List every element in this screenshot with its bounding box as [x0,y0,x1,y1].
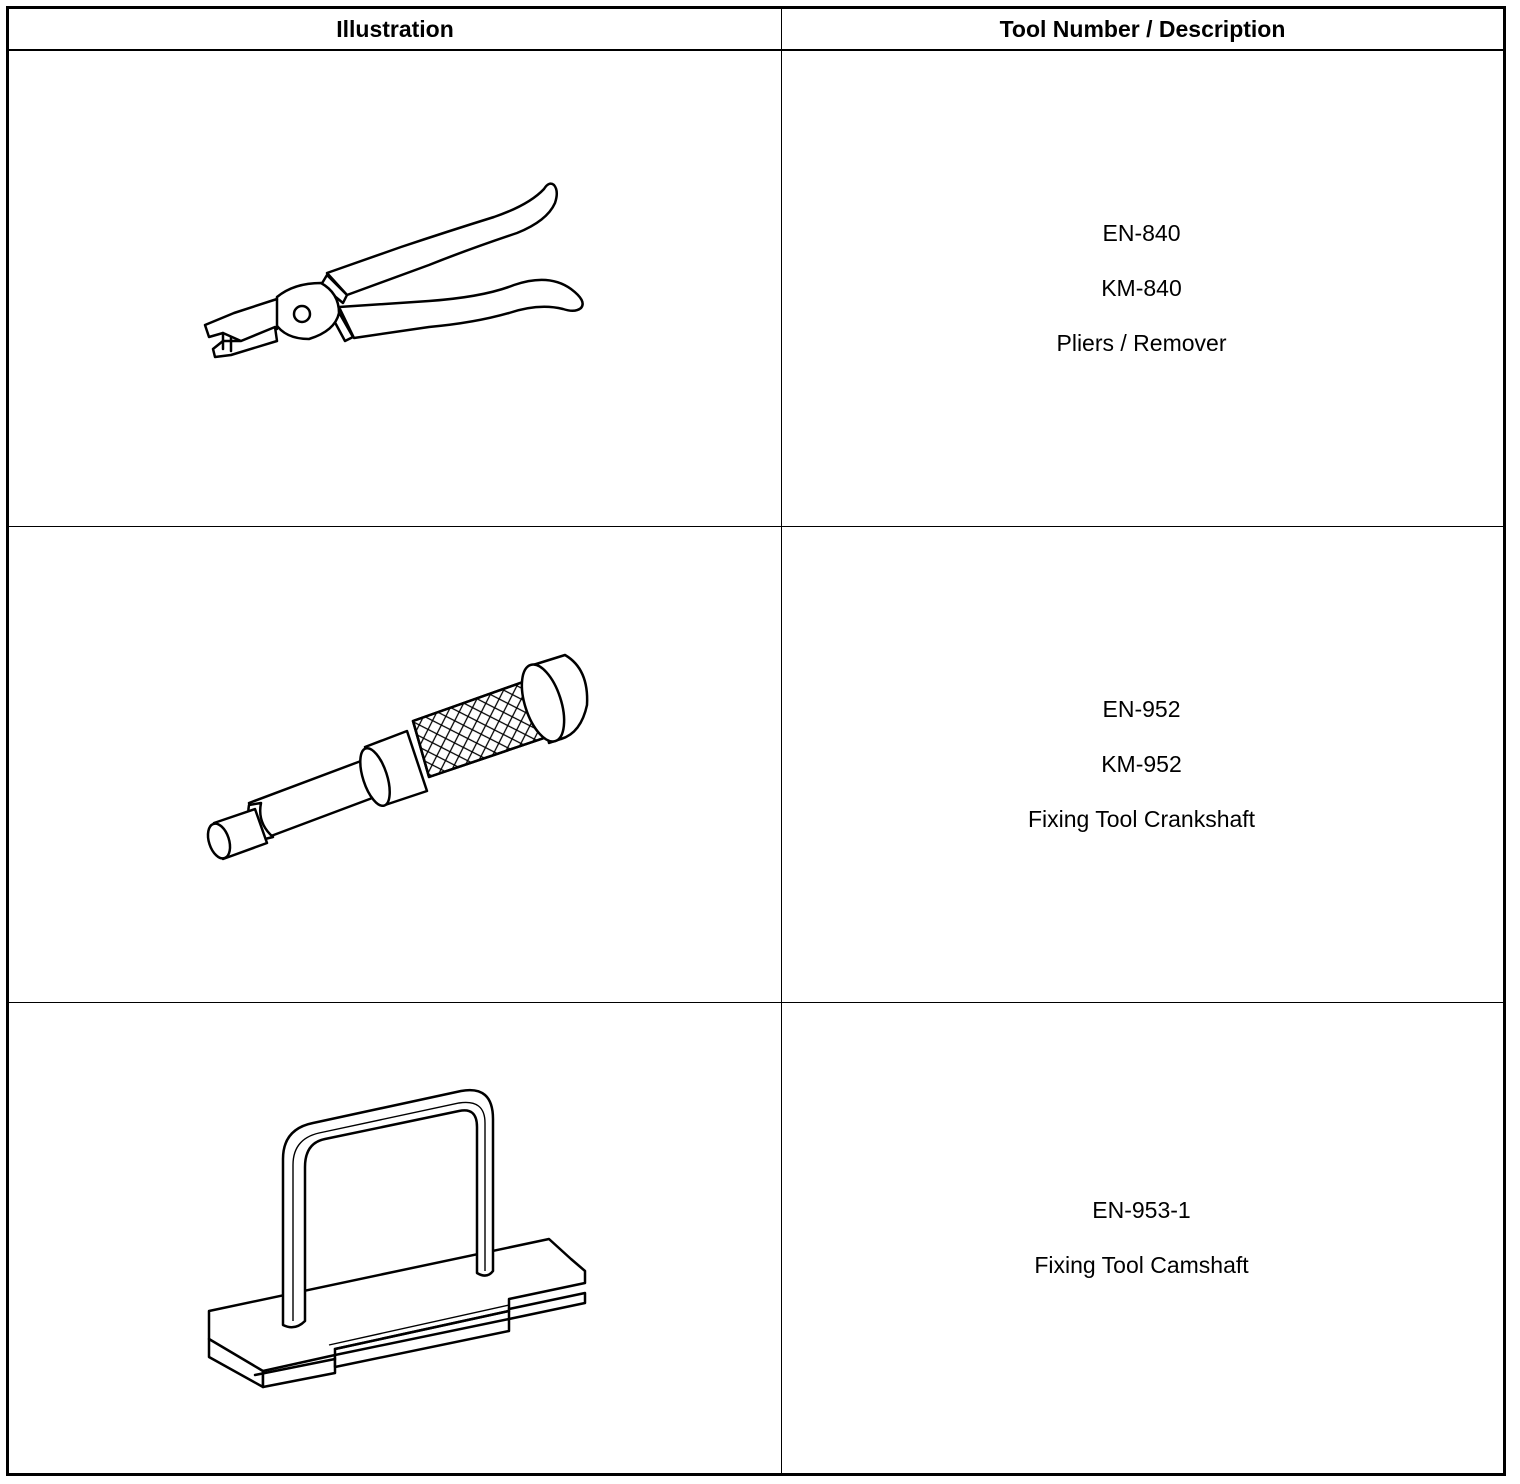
description-cell-row-3 [782,1003,1503,1473]
fixing-tool-crankshaft-icon [9,527,781,1003]
tool-description-fixing-tool-camshaft: Fixing Tool Camshaft [1034,1252,1249,1278]
header-tool-number-description: Tool Number / Description [782,9,1503,51]
tool-description-fixing-tool-crankshaft: Fixing Tool Crankshaft [1027,806,1256,832]
special-tools-table [6,6,1506,1476]
tool-number-km-840: KM-840 [1101,275,1182,301]
tool-description-pliers-remover: Pliers / Remover [1056,330,1227,356]
header-illustration: Illustration [9,9,782,51]
illustration-cell-row-2 [9,527,782,1003]
pliers-remover-icon [9,51,781,527]
tool-number-km-952: KM-952 [1101,751,1182,777]
tool-number-en-840: EN-840 [1102,220,1181,246]
tool-number-en-952: EN-952 [1102,696,1181,722]
illustration-cell-row-1 [9,51,782,527]
fixing-tool-camshaft-icon [9,1003,781,1479]
description-cell-row-2 [782,527,1503,1003]
illustration-cell-row-3 [9,1003,782,1473]
description-cell-row-1 [782,51,1503,527]
tool-number-en-953-1: EN-953-1 [1092,1197,1191,1223]
